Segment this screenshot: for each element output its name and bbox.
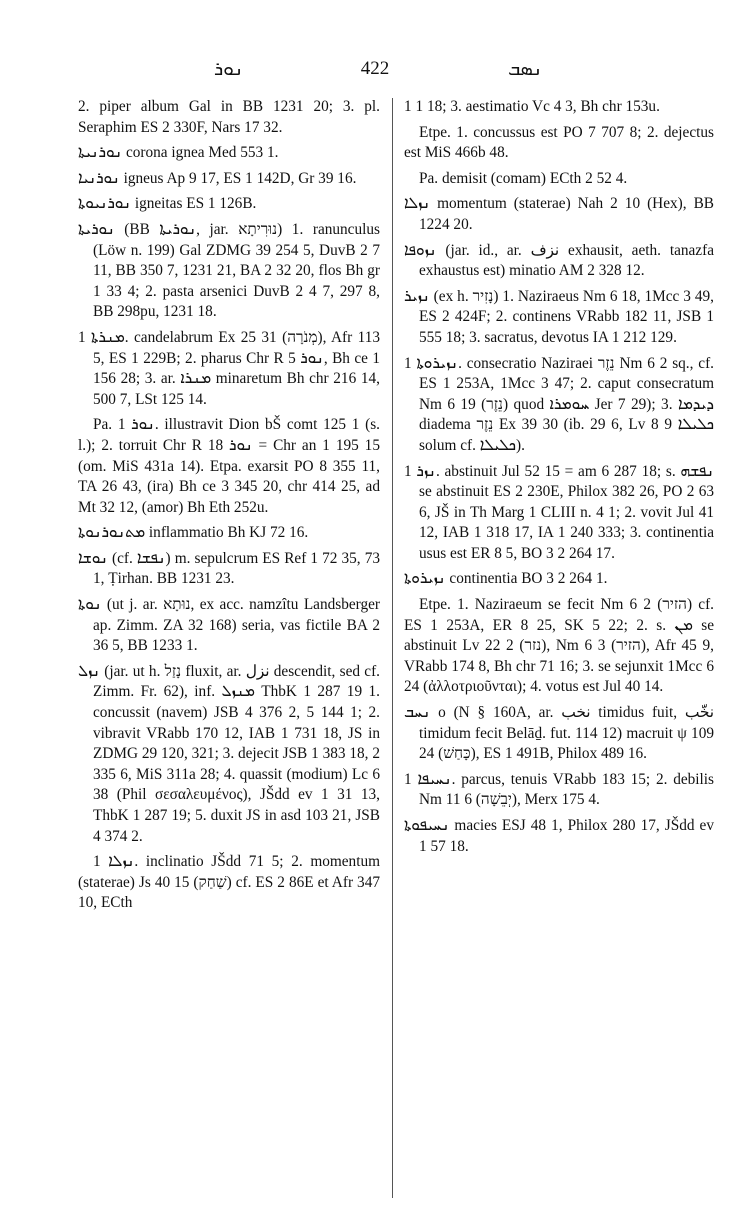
dictionary-entry: ܡܢܪܬܐ 1. candelabrum Ex 25 31 (מְנֹרָה), Afr 113 5, ES 1 229B; 2. pharus Chr R ܢܘܪ 5, Bh ce 1 156 28; 3. ar. ܡܢܪܐ minaretum Bh chr 216 14, 500 7, LSt 125 14.: [78, 328, 380, 408]
dictionary-entry: ܢܘܪܢܝܬܐ corona ignea Med 553 1.: [78, 144, 279, 162]
dictionary-entry: ܢܙܘܦܐ (jar. id., ar. نزف exhausit, aeth. tanazfa exhaustus est) minatio AM 2 328 12.: [404, 241, 714, 280]
header-left-catchword: ܢܘܪ: [214, 58, 244, 80]
dictionary-entry: ܢܙܝܪܘܬܐ 1. consecratio Naziraei נֵזֶר Nm 6 2 sq., cf. ES 1 253A, 1Mcc 3 47; 2. caput consecratum Nm 6 19 (נֵזֶר) quod ܚܘܡܪܐ Jer 7 29); 3. ܕܝܕܡܐ diadema נֵזֶר Ex 39 30 (ib. 29 6, Lv 8 9 ܟܠܝܠܐ solum cf. ܟܠܝܠܐ).: [404, 354, 714, 454]
dictionary-entry: ܢܙܠܐ 1. inclinatio JŠdd 71 5; 2. momentum (staterae) Js 40 15 (שַׁחַק) cf. ES 2 86E et Afr 347 10, ECth: [78, 853, 380, 912]
dictionary-entry: ܢܙܝܪܘܬܐ continentia BO 3 2 264 1.: [404, 570, 608, 588]
dictionary-entry: ܢܚܒ o (N § 160A, ar. نخب timidus fuit, نخّب timidum fecit Belāḏ. fut. 114 12) macruit ψ 109 24 (כָּחַשׁ), ES 1 491B, Philox 489 16.: [404, 704, 714, 763]
right-column: [404, 97, 714, 862]
column-divider: [392, 98, 393, 1198]
dictionary-entry: ܢܙܪ 1. abstinuit Jul 52 15 = am 6 287 18; s. ܢܦܫܗ se abstinuit ES 2 230E, Philox 382 26, PO 2 63 6, JŠ in Th Marg 1 CLIII n. 4 1; 2. vovit Jul 41 12, IAB 1 318 17, IA 1 240 333; 3. continentia usus est ER 8 5, BO 3 2 264 17.: [404, 462, 714, 562]
page-header: [0, 58, 750, 84]
dictionary-entry: ܡܬܢܘܪܢܘܬܐ inflammatio Bh KJ 72 16.: [78, 524, 309, 542]
dictionary-entry: Pa. ܢܘܪ 1. illustravit Dion bŠ comt 125 1 (s. l.); 2. torruit Chr R ܢܘܪ 18 = Chr an 1 195 15 (om. MiS 431a 14). Etpa. exarsit PO 8 355 11, TA 26 43, (ira) Bh ce 3 345 20, chr 414 25, ad Mt 32 12, (amor) Bh Eth 252u.: [78, 416, 380, 516]
dictionary-entry: 2. piper album Gal in BB 1231 20; 3. pl. Seraphim ES 2 330F, Nars 17 32.: [78, 98, 380, 136]
dictionary-entry: ܢܘܪܢܝܐ igneus Ap 9 17, ES 1 142D, Gr 39 16.: [78, 169, 357, 187]
dictionary-entry: ܢܙܝܪ (ex h. נָזִיר) 1. Naziraeus Nm 6 18, 1Mcc 3 49, ES 2 424F; 2. continens VRabb 182 11, JSB 1 555 18; 3. sacratus, devotus IA 1 212 129.: [404, 287, 714, 346]
header-right-catchword: ܢܣܒ: [508, 58, 543, 80]
dictionary-entry: ܢܙܠ (jar. ut h. נָזַל fluxit, ar. نزل descendit, sed cf. Zimm. Fr. 62), inf. ܡܢܙܠ ThbK 1 287 19 1. concussit (navem) JSB 4 376 2, 5 144 1; 2. vibravit VRabb 170 12, IAB 1 731 18, JS in ZDMG 29 120, 321; 3. dejecit JSB 1 383 18, 2 335 6, MiS 311a 28; 4. quassit (modium) Lc 6 38 (Phil σεσαλευμένος), JŠdd ev 1 31 13, ThbK 1 287 19; 5. duxit JS in asd 103 21, JSB 4 374 2.: [78, 662, 380, 845]
dictionary-entry: ܢܘܪܢܝܘܬܐ igneitas ES 1 126B.: [78, 195, 257, 213]
dictionary-entry: ܢܘܪܝܬܐ (BB ܢܘܪܝܬܐ, jar. נוּרִיתָא) 1. ranunculus (Löw n. 199) Gal ZDMG 39 254 5, DuvB 2 7 11, BB 350 7, 1231 21, BA 2 32 20, flos Bh gr 1 33 4; 2. pasta arsenici DuvB 2 4 7, 297 8, BB 298pu, 1231 18.: [78, 220, 380, 321]
dictionary-entry: Etpe. 1. Naziraeum se fecit Nm 6 2 (הזיר) cf. ES 1 253A, ER 8 25, SK 5 22; 2. s. ܡܢ se abstinuit Lv 22 2 (נזר), Nm 6 3 (הזיר), Afr 45 9, VRabb 174 8, Bh chr 71 16; 3. se sejunxit 1Mcc 6 24 (ἀλλοτριοῦνται); 4. votus est Jul 40 14.: [404, 596, 714, 696]
left-column: [78, 97, 380, 919]
dictionary-entry: ܢܘܫܐ (cf. ܢܦܫܐ) m. sepulcrum ES Ref 1 72 35, 73 1, Ṭirhan. BB 1231 23.: [78, 549, 380, 588]
dictionary-entry: ܢܘܬܐ (ut j. ar. נוּתָא, ex acc. namzîtu Landsberger ap. Zimm. ZA 32 168) seria, vas fictile BA 2 36 5, BB 1233 1.: [78, 596, 380, 655]
dictionary-entry: ܢܚܝܦܘܬܐ macies ESJ 48 1, Philox 280 17, JŠdd ev 1 57 18.: [404, 817, 714, 855]
page-number: 422: [360, 58, 390, 79]
dictionary-entry: ܢܚܝܦܐ 1. parcus, tenuis VRabb 183 15; 2. debilis Nm 11 6 (יְבֵשָׁה), Merx 175 4.: [404, 770, 715, 809]
dictionary-entry: 1 1 18; 3. aestimatio Vc 4 3, Bh chr 153u.: [404, 98, 660, 115]
dictionary-entry: Pa. demisit (comam) ECth 2 52 4.: [419, 169, 628, 187]
dictionary-entry: ܢܙܠܐ momentum (staterae) Nah 2 10 (Hex), BB 1224 20.: [404, 195, 714, 233]
dictionary-entry: Etpe. 1. concussus est PO 7 707 8; 2. dejectus est MiS 466b 48.: [404, 123, 714, 162]
